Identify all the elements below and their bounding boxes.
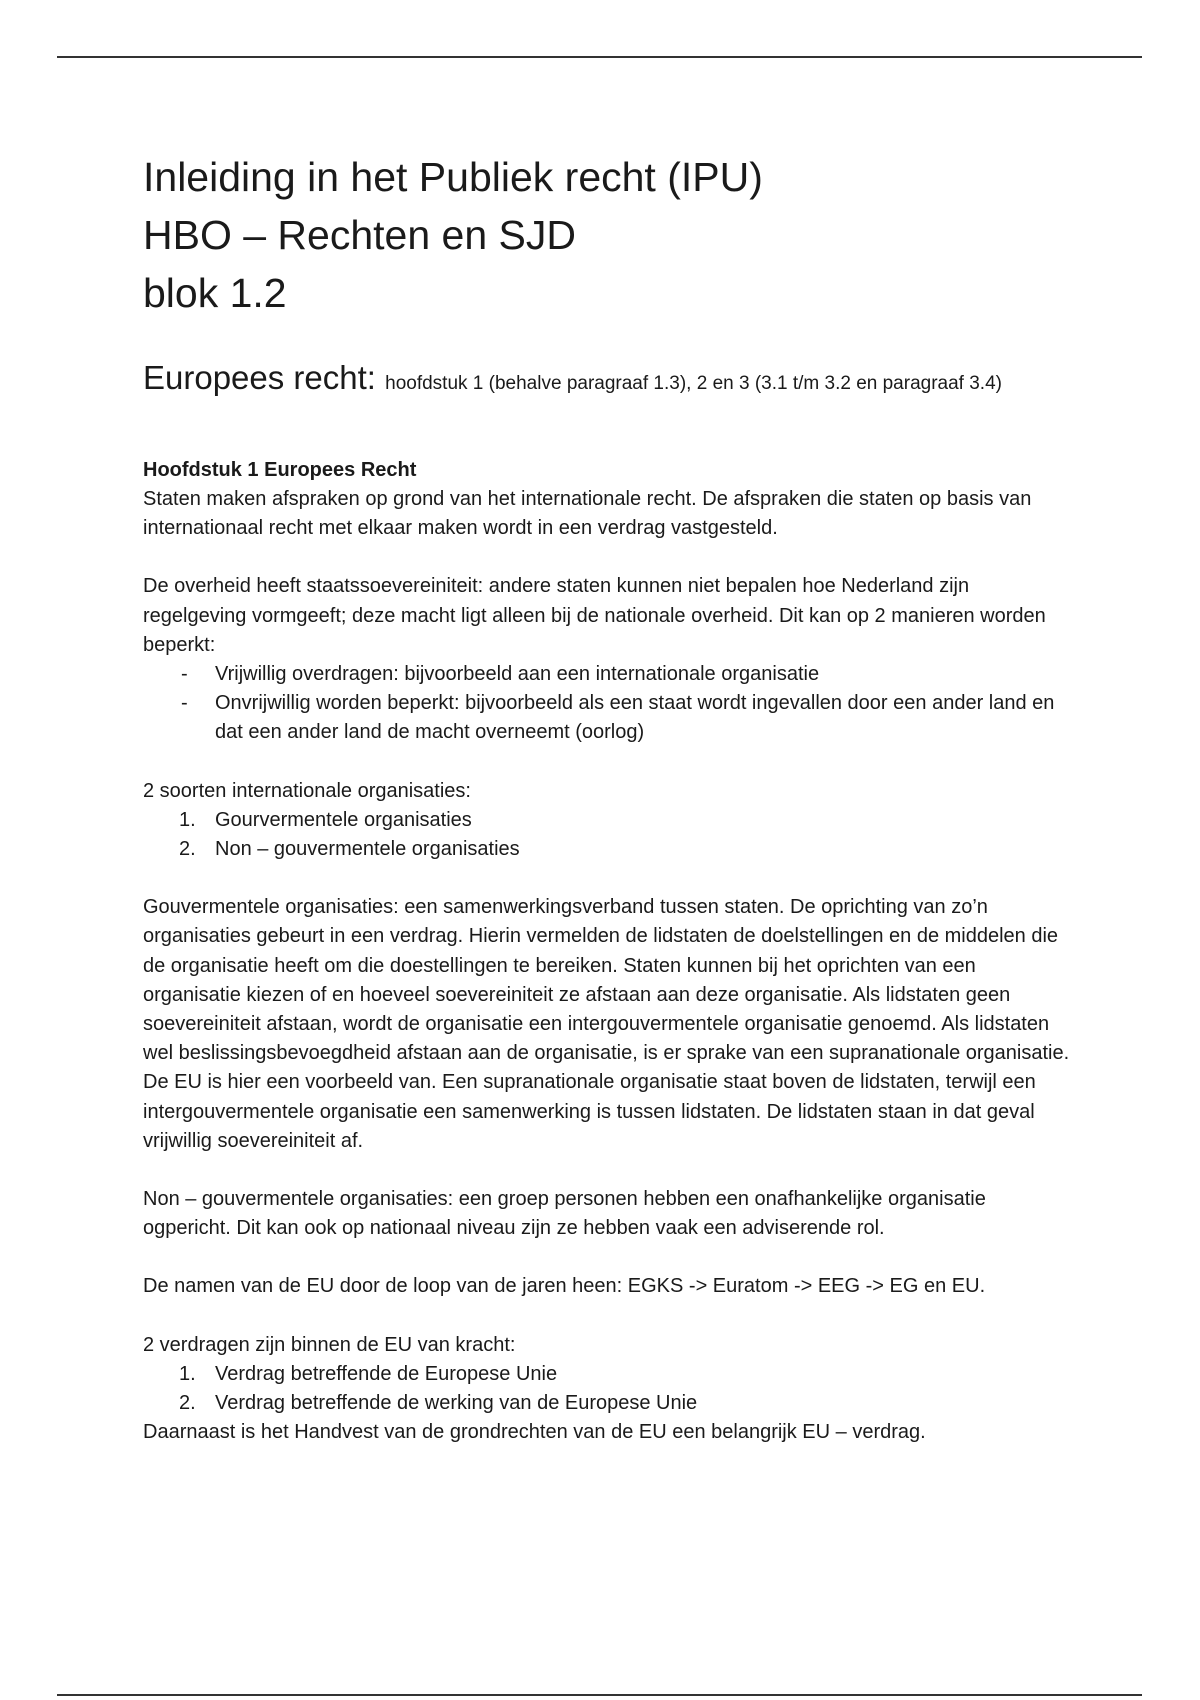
org-types-intro: 2 soorten internationale organisaties:	[143, 779, 471, 802]
limit-list	[143, 660, 1073, 748]
subject-label: Europees recht:	[143, 359, 376, 396]
footer-rule	[57, 1694, 1142, 1696]
charter-paragraph: Daarnaast is het Handvest van de grondrechten van de EU een belangrijk EU – verdrag.	[143, 1421, 926, 1444]
list-item-text: Onvrijwillig worden beperkt: bijvoorbeeld als een staat wordt ingevallen door een ander land en dat een ander land de macht overneemt (oorlog)	[215, 692, 1055, 744]
list-item-text: Non – gouvermentele organisaties	[215, 838, 520, 861]
dash-marker: -	[181, 692, 188, 715]
ngo-paragraph: Non – gouvermentele organisaties: een groep personen hebben een onafhankelijke organisatie ogpericht. Dit kan ook op nationaal niveau zijn ze hebben vaak een adviserende rol.	[143, 1188, 986, 1240]
list-item	[143, 660, 1073, 689]
list-item-text: Gourvermentele organisaties	[215, 808, 472, 831]
chapter-heading: Hoofdstuk 1 Europees Recht	[143, 459, 417, 481]
intro-paragraph: Staten maken afspraken op grond van het internationale recht. De afspraken die staten op basis van internationaal recht met elkaar maken wordt in een verdrag vastgesteld.	[143, 488, 1032, 540]
subject-line	[143, 356, 1073, 406]
list-item	[143, 1389, 1073, 1418]
list-item	[143, 835, 1073, 864]
document-page	[143, 148, 1073, 1447]
sovereignty-paragraph: De overheid heeft staatssoevereiniteit: andere staten kunnen niet bepalen hoe Nederland zijn regelgeving vormgeeft; deze macht ligt alleen bij de nationale overheid. Dit kan op 2 manieren worden beperkt:	[143, 575, 1046, 656]
list-item	[143, 689, 1073, 747]
subject-scope: hoofdstuk 1 (behalve paragraaf 1.3), 2 en 3 (3.1 t/m 3.2 en paragraaf 3.4)	[385, 373, 1002, 394]
gov-orgs-paragraph: Gouvermentele organisaties: een samenwerkingsverband tussen staten. De oprichting van zo’n organisaties gebeurt in een verdrag. Hierin vermelden de lidstaten de doelstellingen en de middelen die de organisatie heeft om die doestellingen te bereiken. Staten kunnen bij het oprichten van een organisatie kiezen of en hoeveel soevereiniteit ze afstaan aan deze organisatie. Als lidstaten geen soevereiniteit afstaan, wordt de organisatie een intergouvermentele organisatie genoemd. Als lidstaten wel beslissingsbevoegdheid afstaan aan de organisatie, is er sprake van een supranationale organisatie. De EU is hier een voorbeeld van. Een supranationale organisatie staat boven de lidstaten, terwijl een intergouvermentele organisatie een samenwerking is tussen lidstaten. De lidstaten staan in dat geval vrijwillig soevereiniteit af.	[143, 896, 1070, 1152]
header-rule	[57, 56, 1142, 58]
treaties-list	[143, 1360, 1073, 1418]
title-line-2: HBO – Rechten en SJD	[143, 212, 576, 258]
list-number: 1.	[179, 808, 196, 831]
dash-marker: -	[181, 663, 188, 686]
list-item-text: Verdrag betreffende de werking van de Europese Unie	[215, 1392, 698, 1415]
title-line-3: blok 1.2	[143, 270, 287, 316]
list-number: 2.	[179, 1392, 196, 1415]
list-item	[143, 806, 1073, 835]
title-line-1: Inleiding in het Publiek recht (IPU)	[143, 154, 763, 200]
treaties-intro: 2 verdragen zijn binnen de EU van kracht:	[143, 1333, 516, 1356]
list-item	[143, 1360, 1073, 1389]
list-item-text: Vrijwillig overdragen: bijvoorbeeld aan een internationale organisatie	[215, 663, 820, 686]
list-number: 2.	[179, 838, 196, 861]
org-types-list	[143, 806, 1073, 864]
list-item-text: Verdrag betreffende de Europese Unie	[215, 1362, 558, 1385]
eu-names-paragraph: De namen van de EU door de loop van de jaren heen: EGKS -> Euratom -> EEG -> EG en EU.	[143, 1275, 986, 1298]
list-number: 1.	[179, 1362, 196, 1385]
